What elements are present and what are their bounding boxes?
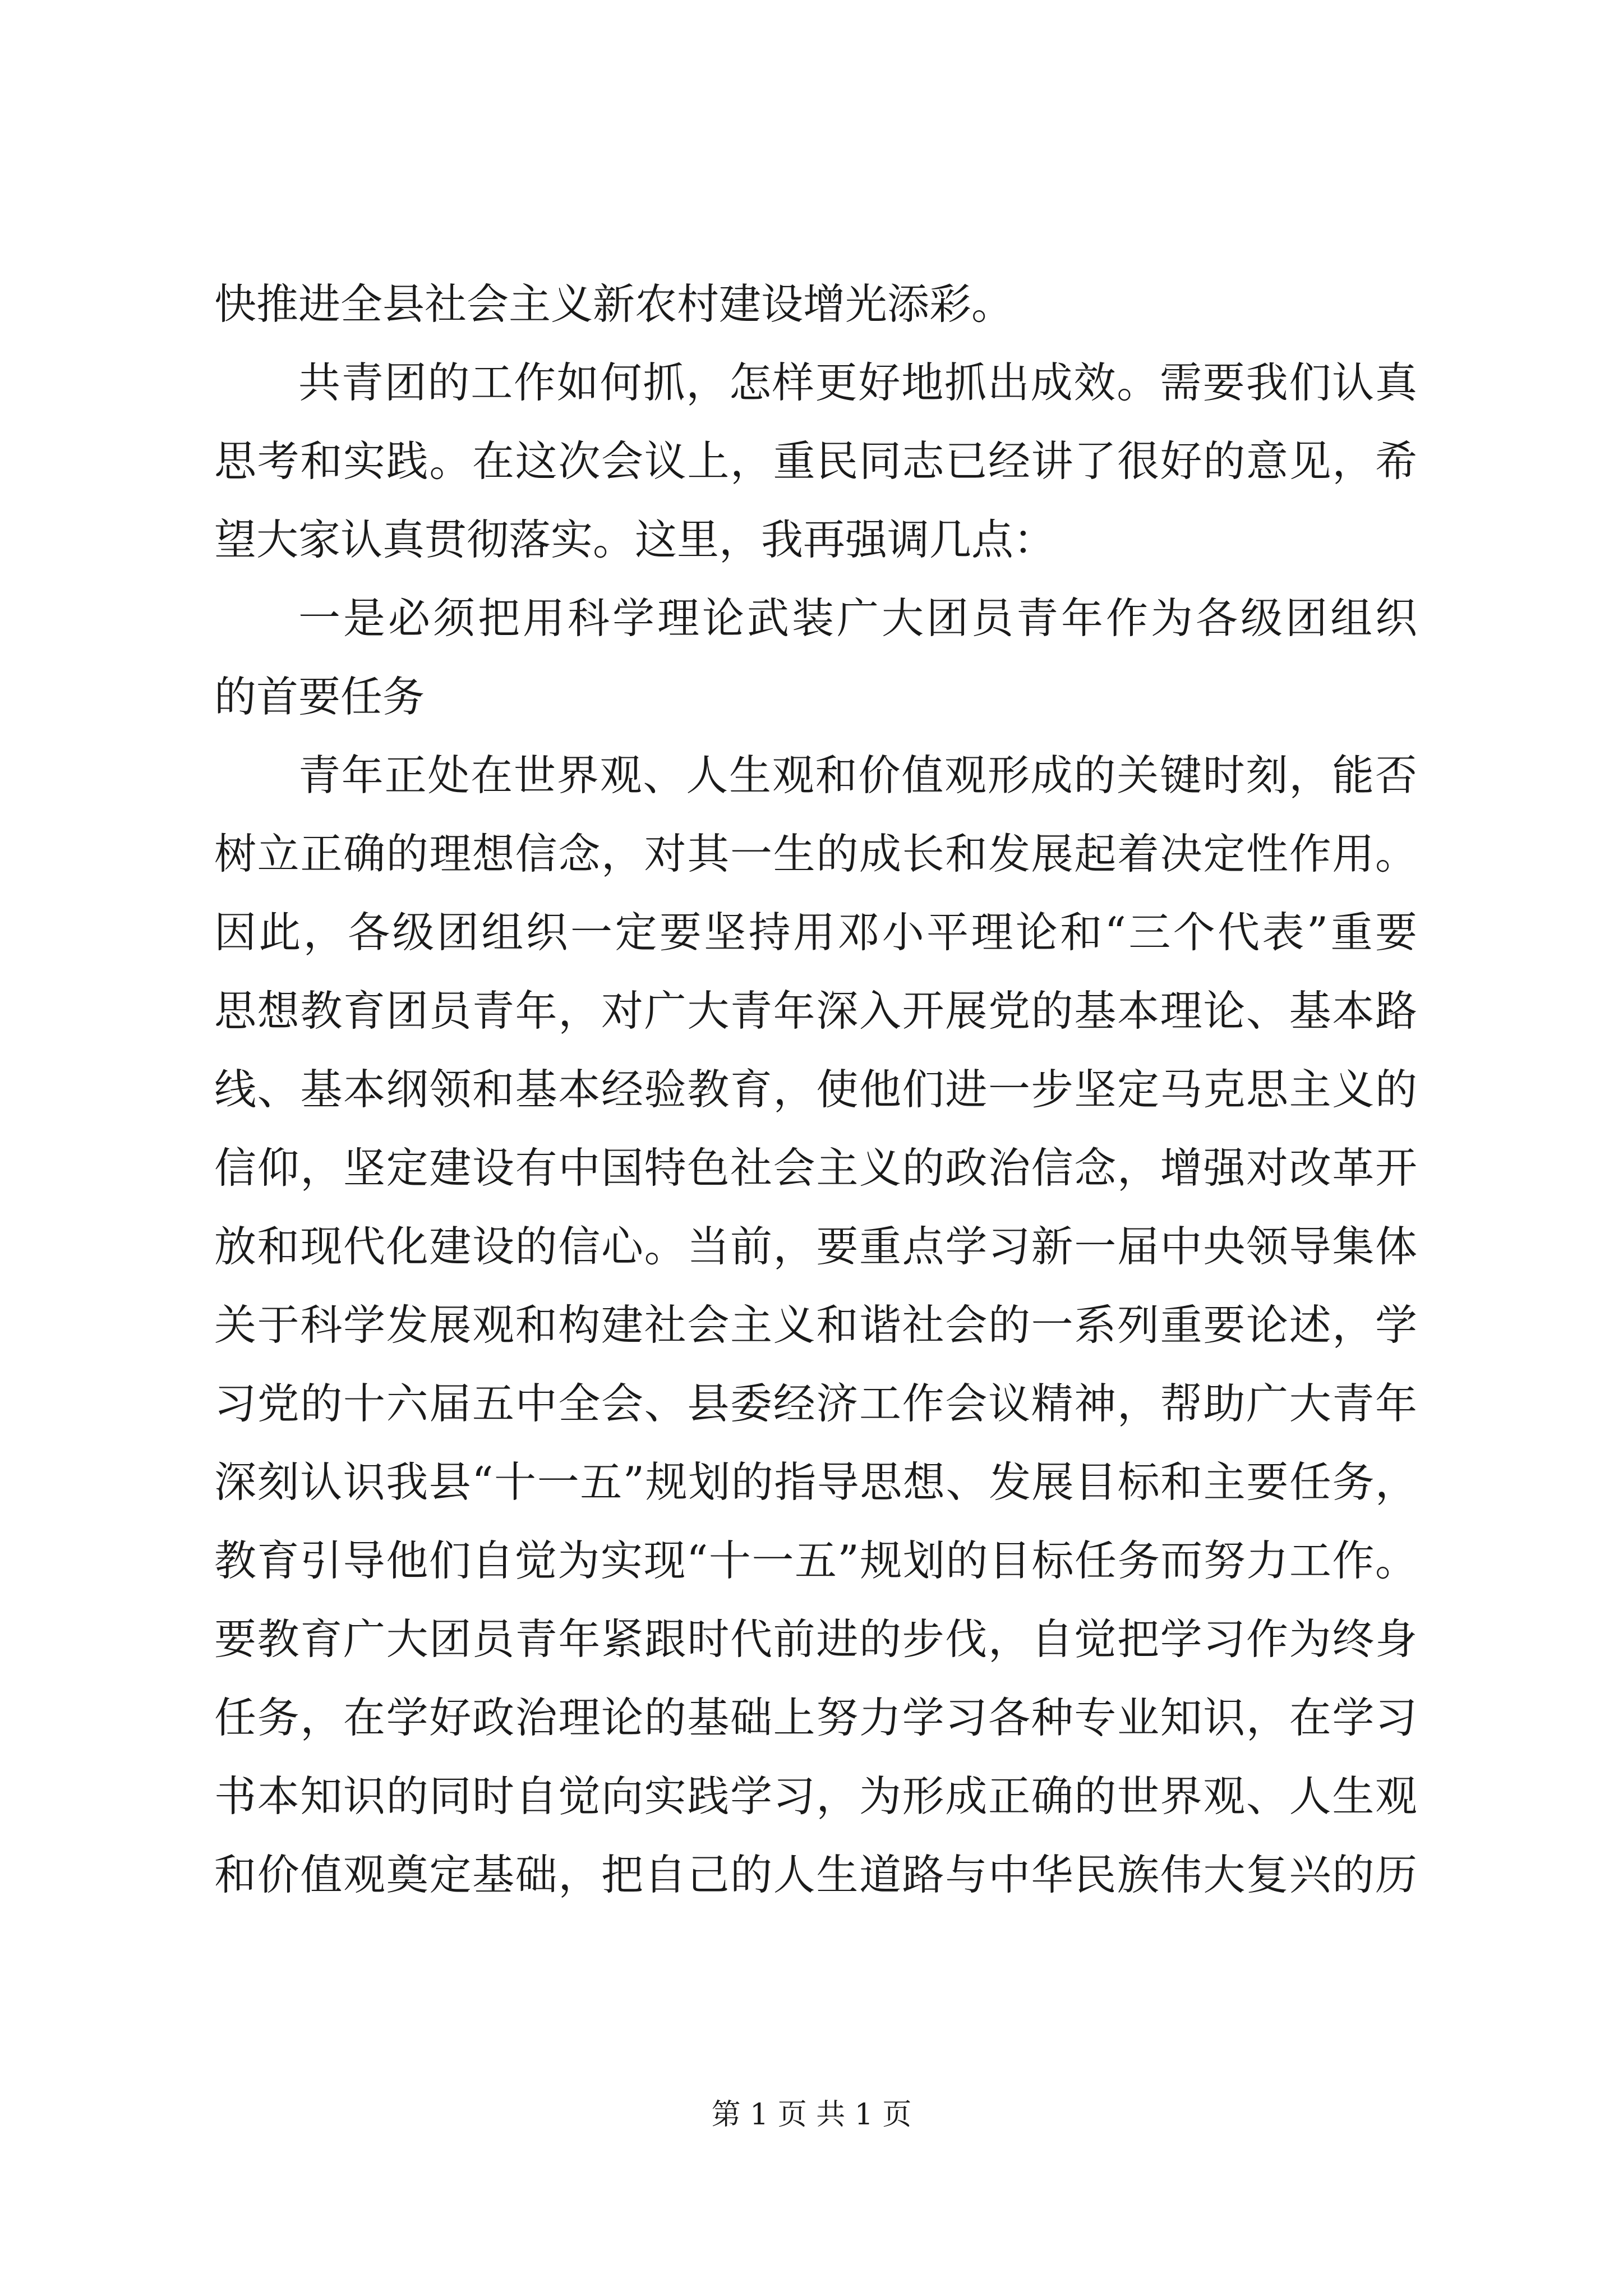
text-line: 教育引导他们自觉为实现“十一五”规划的目标任务而努力工作。 [214,1536,1417,1585]
text-line: 快推进全县社会主义新农村建设增光添彩。 [214,279,1014,329]
section-heading-line: 一是必须把用科学理论武装广大团员青年作为各级团组织 [298,593,1417,643]
section-heading-line: 的首要任务 [214,672,425,721]
text-line: 思考和实践。在这次会议上，重民同志已经讲了很好的意见，希 [214,436,1417,486]
text-line: 深刻认识我县“十一五”规划的指导思想、发展目标和主要任务， [214,1457,1417,1507]
text-line: 线、基本纲领和基本经验教育，使他们进一步坚定马克思主义的 [214,1065,1417,1114]
text-line: 关于科学发展观和构建社会主义和谐社会的一系列重要论述，学 [214,1300,1417,1350]
text-line: 思想教育团员青年，对广大青年深入开展党的基本理论、基本路 [214,986,1417,1036]
text-line: 信仰，坚定建设有中国特色社会主义的政治信念，增强对改革开 [214,1143,1417,1193]
text-line: 书本知识的同时自觉向实践学习，为形成正确的世界观、人生观 [214,1772,1417,1821]
text-line: 和价值观奠定基础，把自己的人生道路与中华民族伟大复兴的历 [214,1850,1417,1899]
text-line: 要教育广大团员青年紧跟时代前进的步伐，自觉把学习作为终身 [214,1614,1417,1664]
text-line: 望大家认真贯彻落实。这里，我再强调几点： [214,515,1056,564]
text-line: 放和现代化建设的信心。当前，要重点学习新一届中央领导集体 [214,1222,1417,1271]
text-line: 因此，各级团组织一定要坚持用邓小平理论和“三个代表”重要 [214,908,1417,957]
document-body [214,265,1417,1914]
paragraph-start-line: 共青团的工作如何抓，怎样更好地抓出成效。需要我们认真 [298,358,1417,407]
text-line: 树立正确的理想信念，对其一生的成长和发展起着决定性作用。 [214,829,1417,878]
text-line: 习党的十六届五中全会、县委经济工作会议精神，帮助广大青年 [214,1379,1417,1428]
paragraph-start-line: 青年正处在世界观、人生观和价值观形成的关键时刻，能否 [298,751,1417,800]
text-line: 任务，在学好政治理论的基础上努力学习各种专业知识，在学习 [214,1693,1417,1742]
page-number-footer: 第 1 页 共 1 页 [711,2098,912,2132]
